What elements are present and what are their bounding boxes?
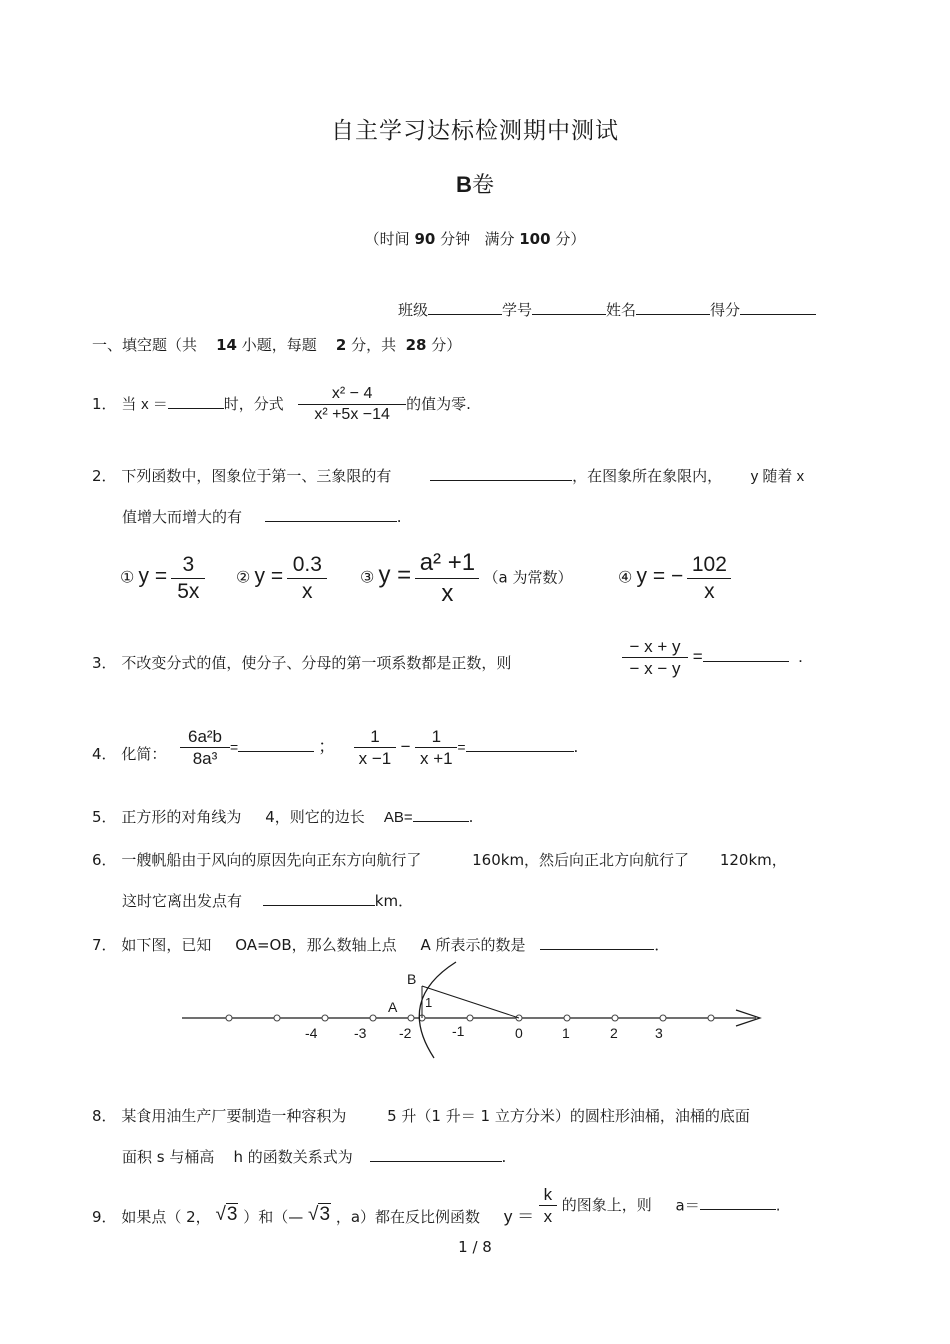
question-7	[92, 934, 669, 955]
q3-blank[interactable]	[703, 647, 789, 662]
q9-r1: 3	[226, 1204, 238, 1226]
q6-unit: km．	[374, 892, 414, 910]
q2-opt3-num: a² +1	[415, 548, 479, 579]
q9-fraction	[539, 1184, 557, 1228]
q6-line2: 这时它离出发点有	[122, 892, 243, 910]
q3-fraction	[622, 636, 688, 680]
tick-label: 1	[562, 1025, 570, 1041]
q2-opt4-den: x	[704, 580, 715, 604]
q2-opt2-fraction	[287, 552, 327, 606]
q4-f3-den: x +1	[420, 749, 453, 769]
q5-text-b: AB=	[383, 809, 413, 826]
q9-text-c: 的图象上，则	[561, 1196, 652, 1215]
q2-option-3: ③ y = $\frac{\text{a² +1}}{x}$ （a 为常数）	[360, 549, 573, 607]
q2-opt3-den: x	[441, 580, 454, 607]
class-blank[interactable]	[428, 300, 502, 315]
id-label: 学号	[502, 301, 533, 319]
q5-value: 4，则它的边长	[265, 808, 365, 826]
question-8-line-1	[92, 1105, 750, 1126]
tick-point	[564, 1015, 570, 1021]
paper-suffix: 卷	[471, 173, 494, 198]
tick-point	[612, 1015, 618, 1021]
q1-text-b: 时，分式	[223, 395, 284, 413]
sqrt-icon: √3	[215, 1204, 238, 1226]
q4-expression: $\frac{\text{6a²b}}{\text{8a³}}$ = ； $\frac{1}{x -1}$ − $\frac{1}{x +1}$ = .	[180, 726, 578, 770]
q2-opt4-fraction	[687, 552, 731, 606]
q1-numerator: x² − 4	[298, 384, 406, 405]
score-value: 100	[519, 230, 551, 248]
q4-sep: ；	[318, 737, 336, 757]
q4-text: 化简：	[121, 745, 167, 763]
section-mid2: 分，共	[351, 336, 397, 354]
hypotenuse-ob	[422, 986, 519, 1018]
q4-fraction-3	[415, 726, 457, 770]
tick-point	[660, 1015, 666, 1021]
name-label: 姓名	[606, 301, 637, 319]
q2-opt1-fraction	[171, 552, 205, 606]
time-unit: 分钟	[440, 230, 471, 248]
sqrt-icon: √3	[308, 1204, 331, 1226]
q9-blank[interactable]	[700, 1195, 776, 1210]
tick-label: -1	[452, 1023, 465, 1039]
q3-expression: $\frac{- x + y}{- x - y}$ = .	[622, 636, 803, 680]
q1-fraction	[298, 384, 406, 425]
q4-end: .	[573, 737, 579, 757]
q6-blank[interactable]	[263, 891, 375, 906]
q2-opt4-num: 102	[687, 552, 731, 579]
tick-point	[322, 1015, 328, 1021]
q9-k-den: x	[543, 1207, 553, 1227]
q4-fraction-1	[180, 726, 230, 770]
tick-point	[467, 1015, 473, 1021]
q6-text-a: 一艘帆船由于风向的原因先向正东方向航行了	[121, 851, 422, 869]
q1-text-a: 当	[121, 395, 137, 413]
time-value: 90	[414, 230, 436, 248]
score-prefix: 满分	[484, 230, 515, 248]
q9-p1: 2，	[186, 1208, 211, 1227]
q9-k-num: k	[539, 1184, 557, 1206]
q4-f2-num: 1	[354, 726, 396, 748]
tick-label: 2	[610, 1025, 618, 1041]
section-prefix: 一、填空题（共	[92, 336, 198, 354]
time-prefix: （时间	[364, 230, 410, 248]
question-number: 2．	[92, 467, 117, 485]
q5-end: .	[468, 808, 474, 826]
q2-opt1-mark: ①	[120, 569, 135, 587]
q2-line1-b: ，在图象所在象限内，	[572, 467, 723, 485]
number-line-figure	[170, 960, 770, 1070]
q3-denominator: − x − y	[629, 659, 681, 679]
q7-end: ．	[654, 936, 670, 954]
q2-opt1-den: 5x	[177, 580, 200, 604]
section-suffix: 分）	[431, 336, 462, 354]
page-title: 自主学习达标检测期中测试	[331, 118, 619, 144]
q3-numerator: − x + y	[622, 636, 688, 658]
q2-line2: 值增大而增大的有	[122, 508, 243, 526]
question-number: 7．	[92, 936, 117, 954]
paper-letter: B	[456, 172, 472, 197]
q6-d1: 160km，然后向正北方向航行了	[472, 851, 690, 869]
question-number: 9．	[92, 1208, 117, 1227]
question-6-line-2	[122, 890, 413, 911]
question-number: 4．	[92, 745, 117, 763]
q7-text-b: OA=OB，那么数轴上点	[235, 936, 397, 954]
q3-text: 不改变分式的值，使分子、分母的第一项系数都是正数，则	[121, 654, 512, 672]
q9-text-b: ，a）都在反比例函数	[335, 1208, 481, 1227]
question-number: 1．	[92, 395, 117, 413]
point-a	[408, 1015, 414, 1021]
question-number: 3．	[92, 654, 117, 672]
section-header	[92, 334, 461, 355]
q4-f2-den: x −1	[358, 749, 392, 769]
label-b: B	[407, 971, 417, 987]
q9-ans: a＝	[675, 1196, 700, 1215]
compass-arc	[419, 962, 456, 1058]
q2-option-1: ① y = $\frac{3}{5x}$	[120, 552, 205, 606]
question-3	[92, 652, 511, 673]
q2-option-2: ② y = $\frac{0.3}{x}$	[236, 552, 327, 606]
q4-blank-1[interactable]	[238, 737, 314, 752]
question-number: 8．	[92, 1107, 117, 1125]
score-blank[interactable]	[740, 300, 816, 315]
q2-line1-a: 下列函数中，图象位于第一、三象限的有	[121, 467, 392, 485]
label-unit: 1	[425, 995, 433, 1010]
id-blank[interactable]	[532, 300, 606, 315]
label-a: A	[388, 999, 398, 1015]
name-blank[interactable]	[636, 300, 710, 315]
q4-f1-den: 8a³	[192, 749, 218, 769]
q4-f1-num: 6a²b	[180, 726, 230, 748]
q9-fn: y ＝	[503, 1207, 535, 1227]
q2-opt1-num: 3	[171, 552, 205, 579]
q7-blank[interactable]	[540, 935, 654, 950]
q3-end: .	[798, 647, 803, 667]
page-number: 1 / 8	[458, 1238, 492, 1256]
q2-opt2-num: 0.3	[287, 552, 327, 579]
q6-d2: 120km，	[719, 851, 787, 869]
question-8-line-2	[122, 1146, 506, 1167]
q5-blank[interactable]	[413, 807, 469, 822]
q2-opt3-note: （a 为常数）	[483, 568, 573, 587]
q4-f3-num: 1	[415, 726, 457, 748]
score-suffix: 分）	[555, 230, 586, 248]
q4-fraction-2	[354, 726, 396, 770]
section-per: 2	[335, 336, 347, 354]
q8-blank[interactable]	[370, 1147, 502, 1162]
section-count: 14	[216, 336, 237, 354]
q2-blank-2[interactable]	[265, 507, 397, 522]
q7-text-c: A 所表示的数是	[420, 936, 526, 954]
q4-blank-2[interactable]	[466, 737, 574, 752]
tick-point	[370, 1015, 376, 1021]
q2-option-4: ④ y = − $\frac{102}{x}$	[618, 552, 731, 606]
question-number: 5．	[92, 808, 117, 826]
q8-text-b: 5 升（1 升＝ 1 立方分米）的圆柱形油桶，油桶的底面	[387, 1107, 750, 1125]
question-2-line-2	[122, 506, 402, 527]
q8-end: .	[501, 1148, 507, 1166]
q8-line2-a: 面积 s 与桶高	[122, 1148, 215, 1166]
q2-line1-c: y 随着 x	[750, 468, 805, 485]
class-label: 班级	[398, 301, 429, 319]
tick-point	[226, 1015, 232, 1021]
q2-opt3-mark: ③	[360, 569, 375, 587]
question-9	[92, 1184, 781, 1228]
question-1	[92, 384, 471, 425]
q9-mid: ）和（—	[243, 1208, 304, 1227]
q2-opt2-den: x	[302, 580, 313, 604]
question-number: 6．	[92, 851, 117, 869]
q1-denominator: x² +5x −14	[314, 406, 390, 423]
tick-label: -3	[354, 1025, 367, 1041]
q2-opt2-mark: ②	[236, 569, 251, 587]
section-total: 28	[405, 336, 427, 354]
question-6-line-1	[92, 849, 787, 870]
tick-label: -2	[399, 1025, 412, 1041]
tick-point	[274, 1015, 280, 1021]
score-label: 得分	[710, 301, 741, 319]
q1-text-c: 的值为零.	[406, 395, 471, 413]
question-5	[92, 806, 473, 827]
question-2-line-1	[92, 465, 804, 486]
q5-text-a: 正方形的对角线为	[121, 808, 242, 826]
q9-end: .	[775, 1196, 781, 1215]
q8-line2-b: h 的函数关系式为	[233, 1148, 353, 1166]
student-info-line	[398, 299, 816, 320]
time-info	[0, 228, 950, 249]
tick-label: 0	[515, 1025, 523, 1041]
tick-label: -4	[305, 1025, 318, 1041]
question-4-label	[92, 743, 166, 764]
q2-opt3-fraction	[415, 548, 479, 609]
q2-line2-end: .	[396, 508, 402, 526]
section-mid1: 小题，每题	[241, 336, 317, 354]
q9-text-a: 如果点（	[121, 1208, 182, 1227]
tick-label: 3	[655, 1025, 663, 1041]
q2-blank-1[interactable]	[430, 466, 572, 481]
q7-text-a: 如下图，已知	[121, 936, 212, 954]
q2-opt4-mark: ④	[618, 569, 633, 587]
q9-r2: 3	[319, 1204, 331, 1226]
tick-point	[708, 1015, 714, 1021]
q8-text-a: 某食用油生产厂要制造一种容积为	[121, 1107, 347, 1125]
q1-var: x ＝	[141, 396, 168, 413]
paper-label	[0, 168, 950, 199]
q1-blank[interactable]	[168, 394, 224, 409]
